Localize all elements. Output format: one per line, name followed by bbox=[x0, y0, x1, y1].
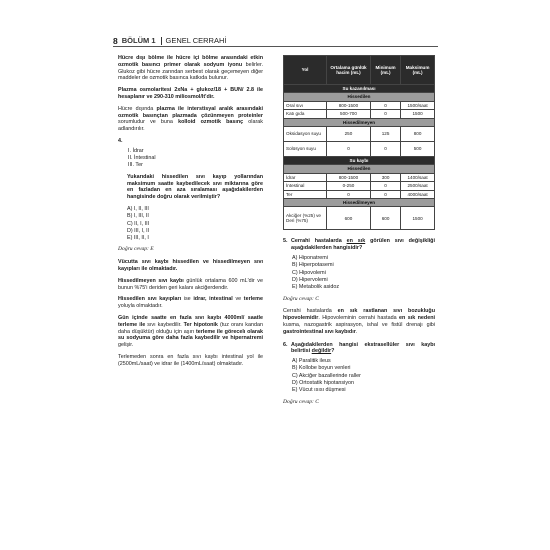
question-6-answer: Doğru cevap: C bbox=[283, 398, 320, 405]
paragraph-hypovolemia bbox=[283, 308, 435, 335]
answer-option: A) I, II, III bbox=[127, 205, 149, 212]
table-row bbox=[284, 182, 435, 190]
column-header: Ortalama günlük hacim (mL) bbox=[327, 56, 371, 85]
question-5-number: 5. bbox=[283, 238, 288, 245]
answer-option: B) Kollobe boyun venleri bbox=[292, 365, 351, 372]
answer-option: D) Hipervolemi bbox=[292, 276, 328, 283]
paragraph-osmotic bbox=[118, 55, 263, 82]
bold-text: en sık nedeni bbox=[399, 315, 435, 322]
table-cell: Ter bbox=[284, 190, 327, 198]
subsection-row bbox=[284, 93, 435, 101]
subsection-row bbox=[284, 118, 435, 126]
fluid-balance-table bbox=[283, 55, 435, 230]
header-divider bbox=[161, 37, 162, 45]
left-column bbox=[118, 55, 263, 373]
chapter-title: GENEL CERRAHİ bbox=[165, 36, 227, 45]
question-5-answer: Doğru cevap: C bbox=[283, 295, 320, 302]
roman-item: III. Ter bbox=[128, 161, 143, 168]
table-cell: 125 bbox=[370, 127, 400, 142]
text: kusma, nazogastrik aspirasyon, ishal ve fistül drenajı gibi bbox=[283, 321, 435, 328]
table-cell: 0 bbox=[370, 190, 400, 198]
bold-text: kolloid ozmotik basınç bbox=[178, 119, 244, 126]
table-cell: 600 bbox=[327, 207, 371, 230]
text: Cerrahi hastalarda bbox=[283, 308, 338, 315]
text: ise bbox=[181, 296, 194, 303]
question-5-options bbox=[292, 255, 435, 291]
text: Aşağıdakilerden hangisi ekstrasellüler sıvı kaybı belirtisi bbox=[291, 341, 435, 355]
bold-text: en sık rastlanan sıvı bozukluğu hipovolemidir bbox=[283, 308, 435, 322]
table-cell: 1500 bbox=[401, 110, 435, 118]
section-row bbox=[284, 157, 435, 165]
section-row bbox=[284, 85, 435, 93]
question-6-stem bbox=[283, 342, 435, 356]
text: Cerrahi hastalarda bbox=[291, 238, 347, 245]
bold-text: Gün içinde saatte en fazla sıvı kaybı 4000ml/ saatle terleme ile bbox=[118, 315, 263, 328]
bold-text: Plazma osmolaritesi 2xNa + glukoz/18 + BUN/ 2.8 ile hesaplanır ve 290-310 miliosmol/lt'dir. bbox=[118, 87, 263, 100]
answer-option: C) Hipovolemi bbox=[292, 269, 326, 276]
table-row bbox=[284, 142, 435, 157]
answer-option: D) Ortostatik hipotansiyon bbox=[292, 380, 355, 387]
table-row bbox=[284, 101, 435, 109]
table-cell: Akciğer (%25) ve Deri (%75) bbox=[284, 207, 327, 230]
question-5-stem bbox=[283, 238, 435, 252]
bold-text: gastrointestinal sıvı kaybıdır bbox=[283, 328, 356, 335]
subsection-label: Hissedilen bbox=[284, 165, 435, 173]
text: ve bbox=[232, 296, 244, 303]
text: . Hipovoleminin cerrahi hastada bbox=[318, 315, 400, 322]
subsection-label: Hissedilmeyen bbox=[284, 118, 435, 126]
paragraph-sensible bbox=[118, 296, 263, 310]
table-cell: Oksidasyon suyu bbox=[284, 127, 327, 142]
question-6-text bbox=[291, 342, 435, 356]
question-4-options bbox=[127, 206, 263, 242]
answer-option: C) Akciğer bazallerinde raller bbox=[292, 372, 361, 379]
right-column bbox=[283, 55, 435, 411]
table-cell: 0-250 bbox=[327, 182, 371, 190]
paragraph-intestinal: Terlemeden sonra en fazla sıvı kaybı intestinal yol ile (2500mL/saat) ve idrar ile (1400mL/saat) olmaktadır. bbox=[118, 354, 263, 367]
table-row bbox=[284, 190, 435, 198]
text: sorumludur ve buna bbox=[118, 119, 179, 126]
header-rule bbox=[113, 46, 438, 47]
table-cell: 800 bbox=[401, 127, 435, 142]
text: görülen sıvı değişikliği aşağıdakilerden hangisidir? bbox=[291, 238, 435, 252]
question-6-options bbox=[292, 358, 435, 394]
answer-option: E) Vücut ısısı düşmesi bbox=[292, 387, 346, 394]
table-cell: Oral sıvı bbox=[284, 101, 327, 109]
question-4-items bbox=[128, 148, 263, 169]
column-header: Yol bbox=[284, 56, 327, 85]
bold-text: Ter hipotonik bbox=[183, 321, 218, 328]
question-4-number: 4. bbox=[118, 137, 123, 144]
answer-option: E) III, II, I bbox=[127, 235, 149, 242]
text: (tuz oranı kandan daha düşüktür) olduğu için aşırı bbox=[118, 321, 263, 335]
underlined-text: değildir bbox=[311, 348, 332, 355]
paragraph-colloid bbox=[118, 106, 263, 133]
table-cell: 1500/saat bbox=[401, 101, 435, 109]
bold-text: idrar, intestinal bbox=[193, 296, 233, 303]
column-header: Maksimum (mL) bbox=[401, 56, 435, 85]
answer-option: E) Metabolik asidoz bbox=[292, 284, 340, 291]
table-cell: 0 bbox=[370, 182, 400, 190]
table-cell: 500-700 bbox=[327, 110, 371, 118]
text: ? bbox=[331, 348, 335, 355]
table-cell: 0 bbox=[327, 142, 371, 157]
paragraph-insensible bbox=[118, 278, 263, 292]
table-cell: 0 bbox=[370, 101, 400, 109]
paragraph-sweat bbox=[118, 315, 263, 349]
bold-text: terleme bbox=[243, 296, 263, 303]
table-cell: 0 bbox=[370, 110, 400, 118]
text: günlük ortalama 600 mL'dir ve bunun %75'i deriden geri kalanı akciğerdendir. bbox=[118, 277, 263, 291]
bold-text: Hissedilmeyen sıvı kaybı bbox=[118, 277, 184, 284]
table-cell: 600 bbox=[370, 207, 400, 230]
table-cell: İntestinal bbox=[284, 182, 327, 190]
question-6-number: 6. bbox=[283, 341, 288, 348]
underlined-text: en sık bbox=[346, 238, 366, 245]
bold-text: Yukarıdaki hissedilen sıvı kayıp yollarından maksimum saatte kaybedilecek sıvı miktarına göre en fazladan en aza sıralaması aşağıdakilerden hangisinde doğru olarak verilmiştir? bbox=[127, 173, 263, 201]
bold-text: Hücre dışı bölme ile hücre içi bölme arasındaki etkin ozmotik basıncı primer olarak sodyum iyonu bbox=[118, 55, 263, 68]
table-cell: 800-1500 bbox=[327, 101, 371, 109]
subsection-label: Hissedilen bbox=[284, 93, 435, 101]
section-label: Su kazanılması bbox=[284, 85, 435, 93]
question-5-text bbox=[291, 238, 435, 252]
bold-text: terleme ile görecelı olarak su sodyuma göre daha fazla kaybedilir ve hipernatremi bbox=[118, 328, 263, 342]
page-number: 8 bbox=[113, 35, 118, 46]
table-cell: 0 bbox=[327, 190, 371, 198]
column-header: Minimum (mL) bbox=[370, 56, 400, 85]
answer-option: A) Paralitik ileus bbox=[292, 358, 331, 365]
table-cell: 800-1500 bbox=[327, 173, 371, 181]
table-cell: 2500/saat bbox=[401, 182, 435, 190]
text: gelişir. bbox=[118, 342, 134, 349]
page-header bbox=[113, 35, 438, 46]
paragraph-osmolarity bbox=[118, 87, 263, 101]
table-cell: Katı gıda bbox=[284, 110, 327, 118]
table-cell: Solüsyon suyu bbox=[284, 142, 327, 157]
bold-text: Vücutta sıvı kaybı hissedilen ve hissedilmeyen sıvı kayıpları ile olmaktadır. bbox=[118, 259, 263, 273]
chapter-label: BÖLÜM 1 bbox=[121, 36, 156, 45]
table-row bbox=[284, 110, 435, 118]
subsection-row bbox=[284, 165, 435, 173]
table-row bbox=[284, 207, 435, 230]
answer-option: B) I, III, II bbox=[127, 213, 149, 220]
bold-text: Hissedilen sıvı kayıpları bbox=[118, 296, 182, 303]
table-cell: 250 bbox=[327, 127, 371, 142]
text: olarak adlandırılır. bbox=[118, 119, 263, 133]
table-cell: 1400/saat bbox=[401, 173, 435, 181]
question-4-stem bbox=[127, 174, 263, 201]
table-cell: 500 bbox=[401, 142, 435, 157]
text: yoluyla olmaktadır. bbox=[118, 303, 163, 310]
text: sıvı kaybedilir. bbox=[145, 321, 184, 328]
section-label: Su kaybı bbox=[284, 157, 435, 165]
answer-option: C) II, I, III bbox=[127, 220, 150, 227]
answer-option: D) III, I, II bbox=[127, 227, 150, 234]
table-cell: 4000/saat bbox=[401, 190, 435, 198]
bold-text: plazma ile interstisyal aralık arasındaki ozmotik basınçtan plazmada çözünmeyen proteinler bbox=[118, 105, 263, 119]
table-cell: İdrar bbox=[284, 173, 327, 181]
question-4-answer: Doğru cevap: E bbox=[118, 246, 154, 253]
paragraph-fluid-loss bbox=[118, 259, 263, 273]
subsection-row bbox=[284, 199, 435, 207]
roman-item: I. İdrar bbox=[128, 147, 144, 154]
roman-item: II. İntestinal bbox=[128, 154, 156, 161]
table-cell: 300 bbox=[370, 173, 400, 181]
table-header-row bbox=[284, 56, 435, 85]
text: belirler. Glukoz gibi hücre zarından serbest olarak geçemeyen diğer maddeler de ozmotik basınca katkıda bulunur. bbox=[118, 61, 263, 82]
text: Hücre dışında bbox=[118, 105, 157, 112]
table-cell: 1500 bbox=[401, 207, 435, 230]
text: . bbox=[355, 328, 358, 335]
answer-option: A) Hiponatremi bbox=[292, 255, 328, 262]
answer-option: B) Hiperpotasemi bbox=[292, 262, 334, 269]
table-row bbox=[284, 127, 435, 142]
table-cell: 0 bbox=[370, 142, 400, 157]
subsection-label: Hissedilmeyen bbox=[284, 199, 435, 207]
table-row bbox=[284, 173, 435, 181]
